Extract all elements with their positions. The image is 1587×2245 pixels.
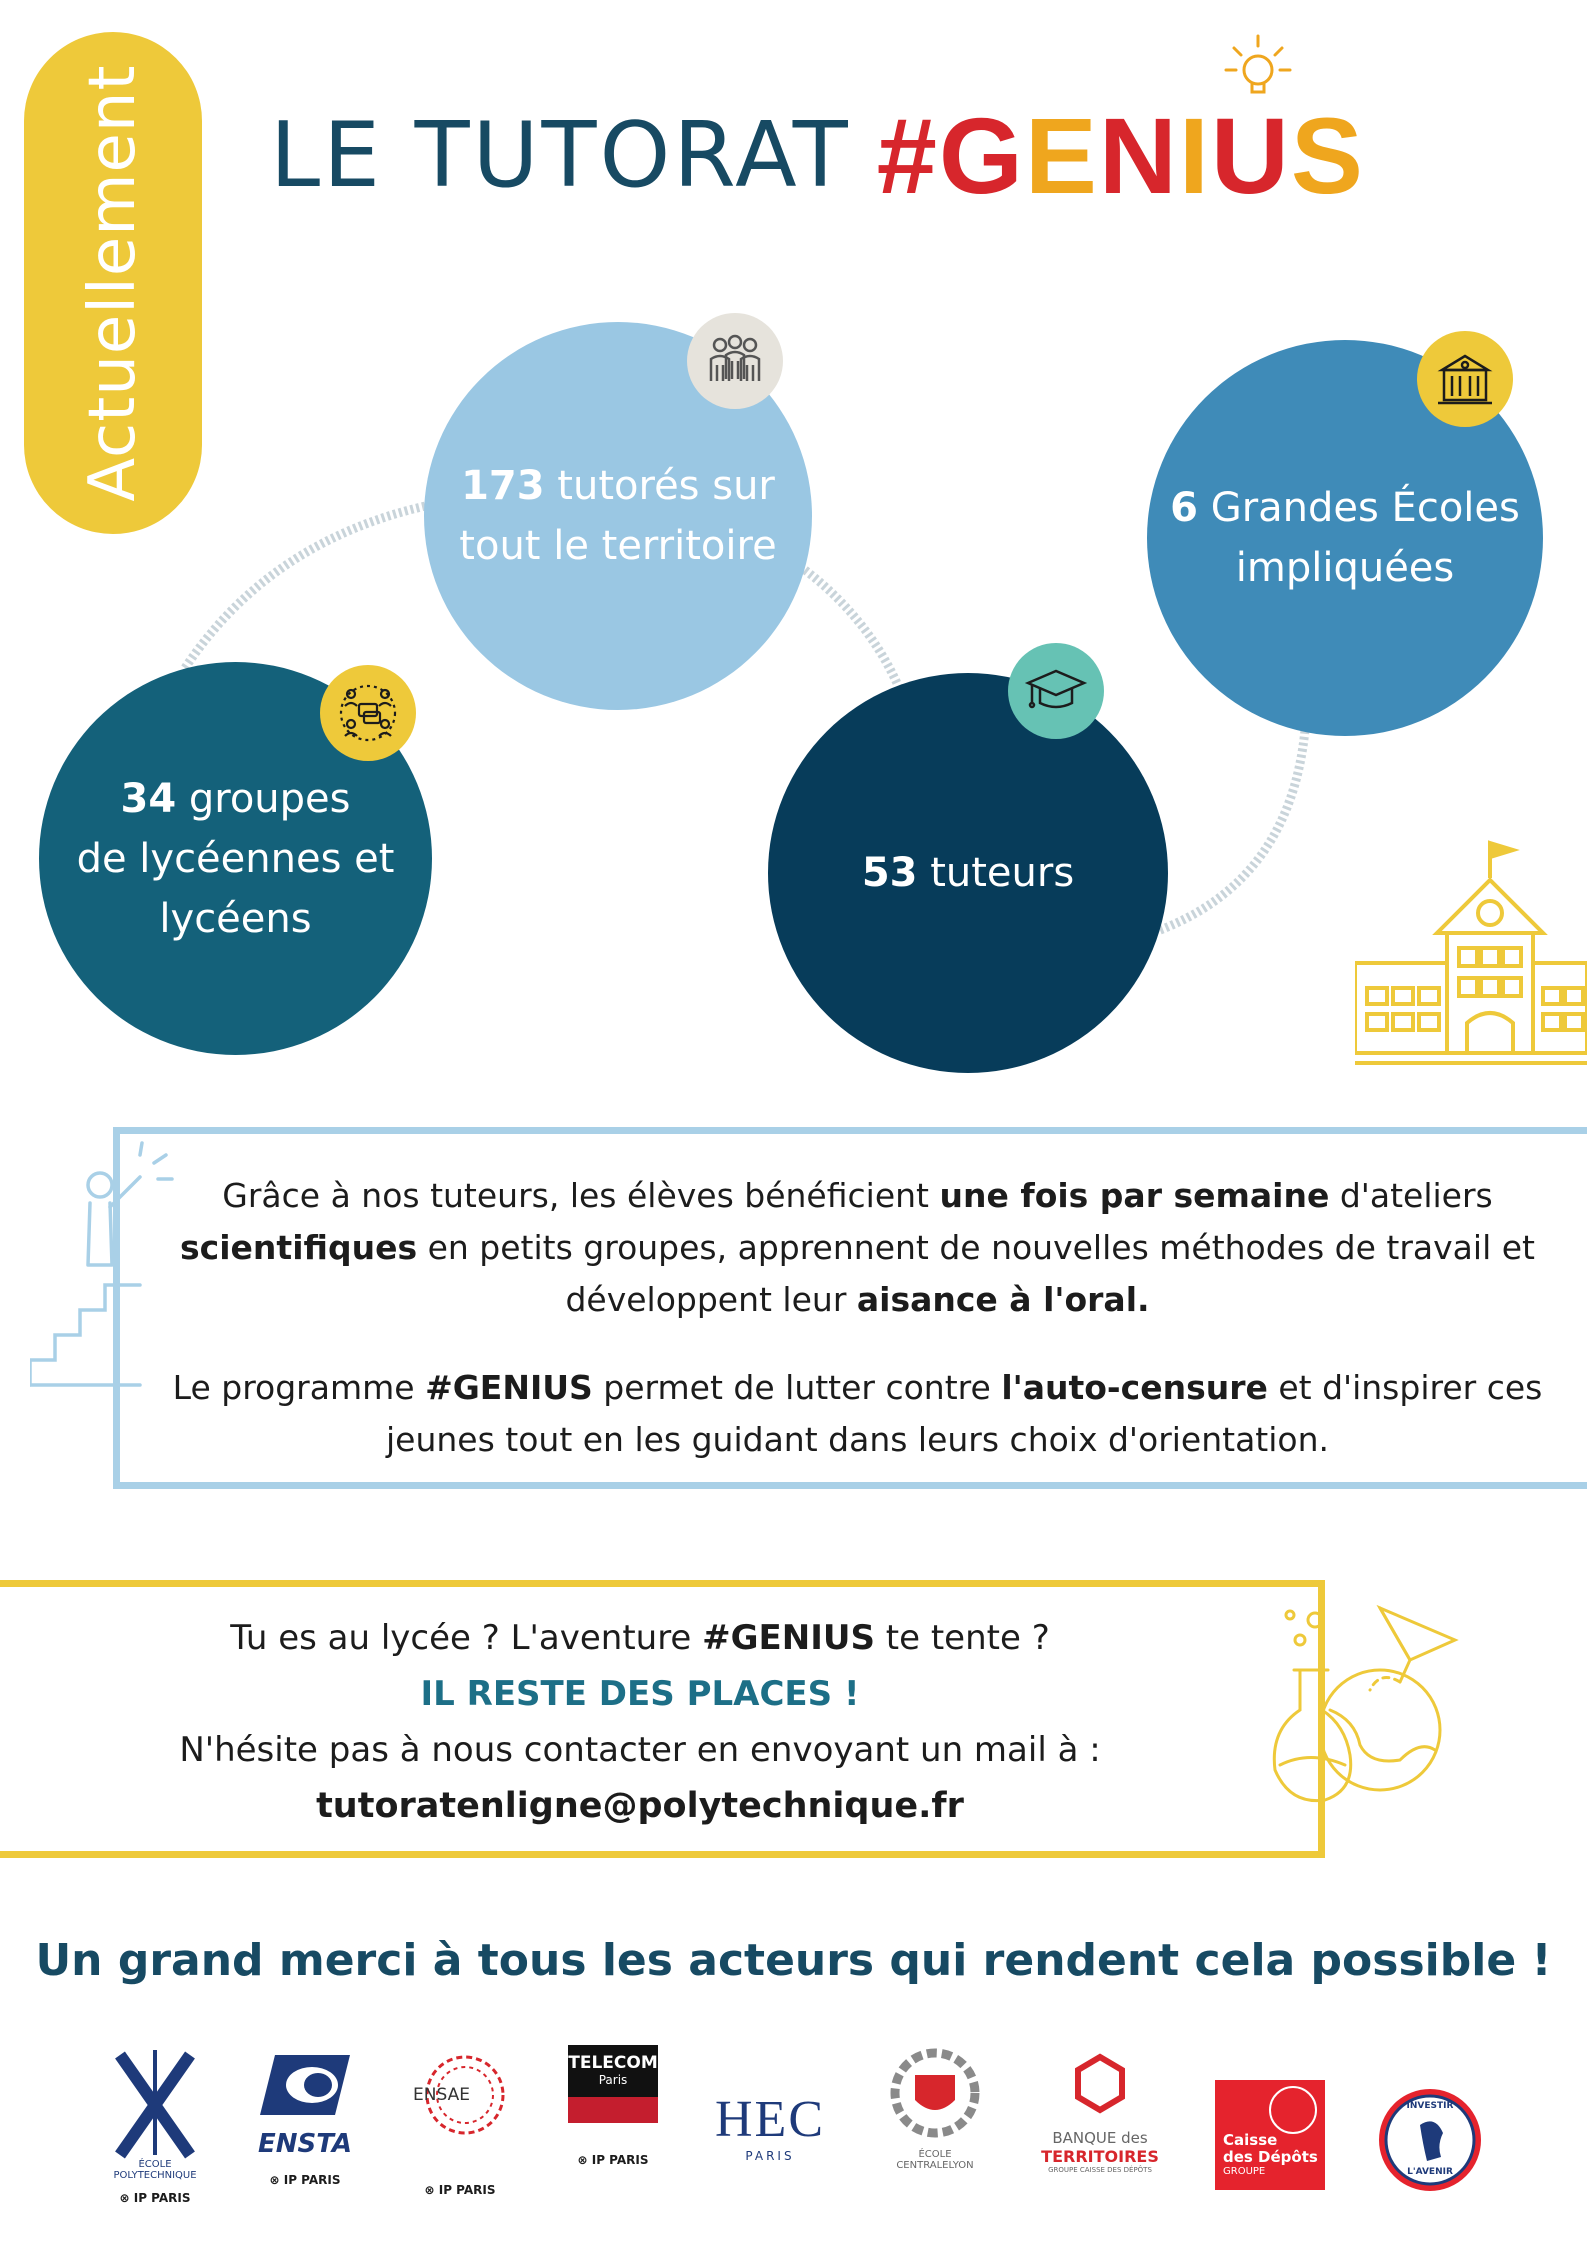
text-run-bold: aisance à l'oral.: [856, 1280, 1150, 1319]
stat-number: 53: [861, 850, 918, 896]
text-run-bold: #GENIUS: [702, 1618, 875, 1658]
contact-email-link[interactable]: tutoratenligne@polytechnique.fr: [316, 1786, 964, 1826]
discussion-icon: [320, 665, 416, 761]
stat-text: tuteurs: [917, 850, 1075, 896]
logo-hec-paris: [700, 2090, 840, 2170]
school-building-icon: [1417, 331, 1513, 427]
stat-text: groupes: [176, 775, 351, 822]
logo-text: CENTRALELYON: [896, 2160, 974, 2171]
stat-number: 34: [120, 775, 177, 822]
stat-circle-tutors: [768, 673, 1168, 1073]
stat-text: impliquées: [1235, 545, 1455, 591]
logo-caisse-des-depots: [1215, 2080, 1330, 2195]
logo-banque-des-territoires: [1030, 2045, 1170, 2215]
stat-number: 6: [1170, 485, 1198, 531]
contact-line: [40, 1610, 1240, 1666]
stat-text: de lycéennes et: [76, 835, 395, 882]
logo-text: TERRITOIRES: [1041, 2147, 1159, 2166]
text-run: d'ateliers: [1329, 1176, 1493, 1215]
brand-hash: #: [876, 94, 939, 216]
logo-text: IP PARIS: [438, 2183, 496, 2197]
graduation-cap-icon: [1008, 643, 1104, 739]
logo-text: GROUPE CAISSE DES DÉPÔTS: [1048, 2166, 1152, 2174]
text-run-bold: #GENIUS: [425, 1368, 593, 1407]
brand-letter-i: I: [1178, 94, 1211, 216]
text-run: Grâce à nos tuteurs, les élèves bénéficient: [222, 1176, 940, 1215]
school-illustration-icon: [1355, 838, 1587, 1070]
contact-box-text: [40, 1610, 1240, 1834]
text-run-bold: une fois par semaine: [939, 1176, 1330, 1215]
contact-line: N'hésite pas à nous contacter en envoyant un mail à :: [179, 1730, 1101, 1770]
people-group-icon: [687, 313, 783, 409]
side-label: Actuellement: [76, 64, 150, 502]
places-announcement: IL RESTE DES PLACES !: [420, 1674, 860, 1714]
info-paragraph: [135, 1362, 1580, 1466]
text-run-bold: l'auto-censure: [1001, 1368, 1268, 1407]
stat-text: tutorés sur: [544, 463, 775, 509]
logo-text: HEC: [715, 2091, 825, 2148]
science-flask-icon: [1260, 1600, 1460, 1810]
brand-letter-s: S: [1290, 94, 1365, 216]
logo-text: IP PARIS: [591, 2153, 649, 2167]
text-run: en petits groupes, apprennent de nouvelles méthodes de travail et développent leur: [417, 1228, 1535, 1319]
stat-text: Grandes Écoles: [1197, 485, 1520, 531]
logo-text: L'AVENIR: [1407, 2167, 1453, 2177]
logo-polytechnique: ÉCOLE POLYTECHNIQUE ⊗ IP PARIS: [100, 2045, 210, 2215]
stat-text: lycéens: [159, 895, 312, 942]
text-run: Le programme: [172, 1368, 426, 1407]
logo-text: ENSTA: [257, 2129, 353, 2159]
logo-text: des Dépôts: [1223, 2148, 1318, 2166]
logo-text: PARIS: [745, 2149, 795, 2163]
stat-text: tout le territoire: [459, 523, 777, 569]
brand-letter-e: E: [1024, 94, 1099, 216]
thanks-message: Un grand merci à tous les acteurs qui rendent cela possible !: [35, 1935, 1552, 1986]
stat-number: 173: [461, 463, 545, 509]
logo-text: IP PARIS: [133, 2191, 191, 2205]
text-run: et d'inspirer ces jeunes tout en les guidant dans leurs choix d'orientation.: [385, 1368, 1543, 1459]
logo-text: Caisse: [1223, 2131, 1278, 2149]
text-run-bold: scientifiques: [180, 1228, 418, 1267]
logo-ensta: ENSTA ⊗ IP PARIS: [250, 2045, 360, 2215]
brand-letter-n: N: [1098, 94, 1179, 216]
text-run: Tu es au lycée ? L'aventure: [230, 1618, 703, 1658]
logo-ensae: ENSAE ⊗ IP PARIS: [405, 2045, 515, 2215]
logo-text: Paris: [598, 2073, 628, 2087]
title-main: LE TUTORAT: [270, 102, 851, 208]
logo-text: TELECOM: [568, 2053, 658, 2073]
info-box-text: [135, 1170, 1580, 1466]
logo-text: INVESTIR: [1406, 2101, 1454, 2111]
text-run: permet de lutter contre: [592, 1368, 1002, 1407]
logo-text: BANQUE des: [1052, 2129, 1148, 2147]
text-run: te tente ?: [874, 1618, 1050, 1658]
brand-letter-g: G: [938, 94, 1025, 216]
info-paragraph: [135, 1170, 1580, 1326]
logo-text: GROUPE: [1223, 2166, 1266, 2177]
logo-text: ÉCOLE: [138, 2159, 172, 2170]
logo-investir-avenir: [1375, 2085, 1485, 2195]
logo-text: ÉCOLE: [918, 2149, 952, 2160]
brand-letter-u: U: [1210, 94, 1291, 216]
logo-text: ENSAE: [413, 2085, 470, 2105]
logo-telecom-paris: TELECOM Paris ⊗ IP PARIS: [568, 2045, 658, 2215]
logo-centrale-lyon: [880, 2045, 990, 2215]
logo-text: IP PARIS: [283, 2173, 341, 2187]
logo-text: POLYTECHNIQUE: [113, 2170, 197, 2181]
